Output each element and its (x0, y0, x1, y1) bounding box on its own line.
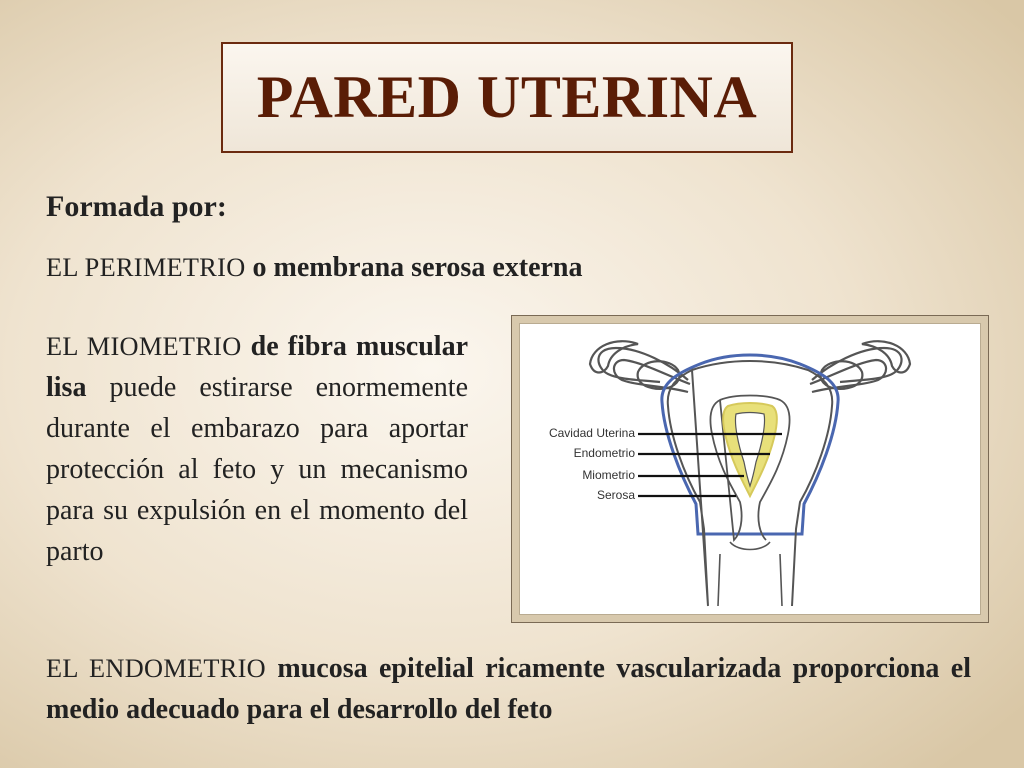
miometrio-paragraph (46, 326, 468, 572)
uterus-diagram (519, 323, 981, 615)
perimetrio-connector: o (252, 252, 267, 283)
endometrio-term: EL ENDOMETRIO (46, 654, 266, 683)
subtitle: Formada por: (46, 190, 227, 223)
perimetrio-paragraph (46, 252, 583, 284)
miometrio-bold-text: de fibra muscular lisa (46, 331, 469, 403)
miometrio-term: EL MIOMETRIO (46, 332, 242, 361)
cervix (718, 542, 782, 606)
label-cavidad-uterina: Cavidad Uterina (548, 426, 635, 440)
perimetrio-term: EL PERIMETRIO (46, 253, 246, 282)
endometrio-paragraph (46, 648, 971, 730)
perimetrio-description: membrana serosa externa (273, 252, 583, 283)
page-title: PARED UTERINA (256, 64, 758, 130)
miometrio-text: puede estirarse enormemente durante el embarazo para aportar protección al feto y un mecanismo para su expulsión en el momento del parto (46, 372, 469, 567)
endometrio-text: mucosa epitelial ricamente vascularizada proporciona el medio adecuado para el desarrollo del feto (46, 653, 971, 725)
label-endometrio: Endometrio (573, 446, 635, 460)
title-box (221, 42, 793, 153)
label-serosa: Serosa (596, 488, 635, 502)
label-miometrio: Miometrio (582, 468, 635, 482)
uterus-diagram-frame (511, 315, 989, 623)
